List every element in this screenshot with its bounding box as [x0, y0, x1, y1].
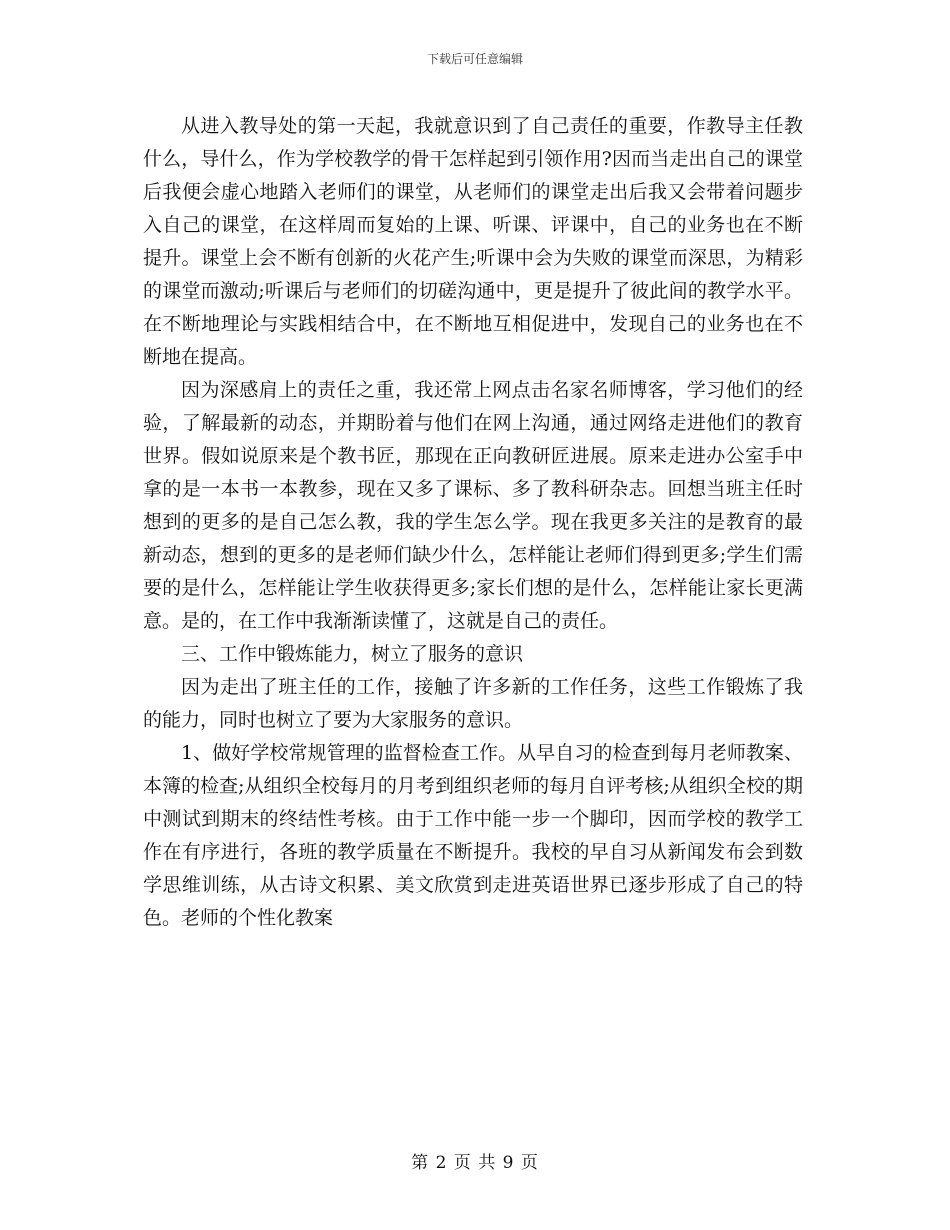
paragraph-2: 因为深感肩上的责任之重，我还常上网点击名家名师博客，学习他们的经验，了解最新的动态，并期盼着与他们在网上沟通，通过网络走进他们的教育世界。假如说原来是个教书匠，那现在正向教研匠进展。原来走进办公室手中拿的是一本书一本教参，现在又多了课标、多了教科研杂志。回想当班主任时想到的更多的是自己怎么教，我的学生怎么学。现在我更多关注的是教育的最新动态，想到的更多的是老师们缺少什么，怎样能让老师们得到更多;学生们需要的是什么，怎样能让学生收获得更多;家长们想的是什么，怎样能让家长更满意。是的，在工作中我渐渐读懂了，这就是自己的责任。 — [143, 379, 803, 632]
paragraph-1: 从进入教导处的第一天起，我就意识到了自己责任的重要，作教导主任教什么，导什么，作为学校教学的骨干怎样起到引领作用?因而当走出自己的课堂后我便会虚心地踏入老师们的课堂，从老师们的课堂走出后我又会带着问题步入自己的课堂，在这样周而复始的上课、听课、评课中，自己的业务也在不断提升。课堂上会不断有创新的火花产生;听课中会为失败的课堂而深思，为精彩的课堂而激动;听课后与老师们的切磋沟通中，更是提升了彼此间的教学水平。在不断地理论与实践相结合中，在不断地互相促进中，发现自己的业务也在不断地在提高。 — [143, 115, 803, 368]
page-header: 下载后可任意编辑 — [426, 52, 523, 66]
document-body — [143, 110, 803, 935]
paragraph-4: 1、做好学校常规管理的监督检查工作。从早自习的检查到每月老师教案、本簿的检查;从组织全校每月的月考到组织老师的每月自评考核;从组织全校的期中测试到期末的终结性考核。由于工作中能一步一个脚印，因而学校的教学工作在有序进行，各班的教学质量在不断提升。我校的早自习从新闻发布会到数学思维训练，从古诗文积累、美文欣赏到走进英语世界已逐步形成了自己的特色。老师的个性化教案 — [143, 742, 803, 929]
section-heading: 三、工作中锻炼能力，树立了服务的意识 — [181, 643, 524, 665]
page-number: 第 2 页 共 9 页 — [411, 1153, 539, 1173]
paragraph-3: 因为走出了班主任的工作，接触了许多新的工作任务，这些工作锻炼了我的能力，同时也树立了要为大家服务的意识。 — [143, 676, 803, 731]
